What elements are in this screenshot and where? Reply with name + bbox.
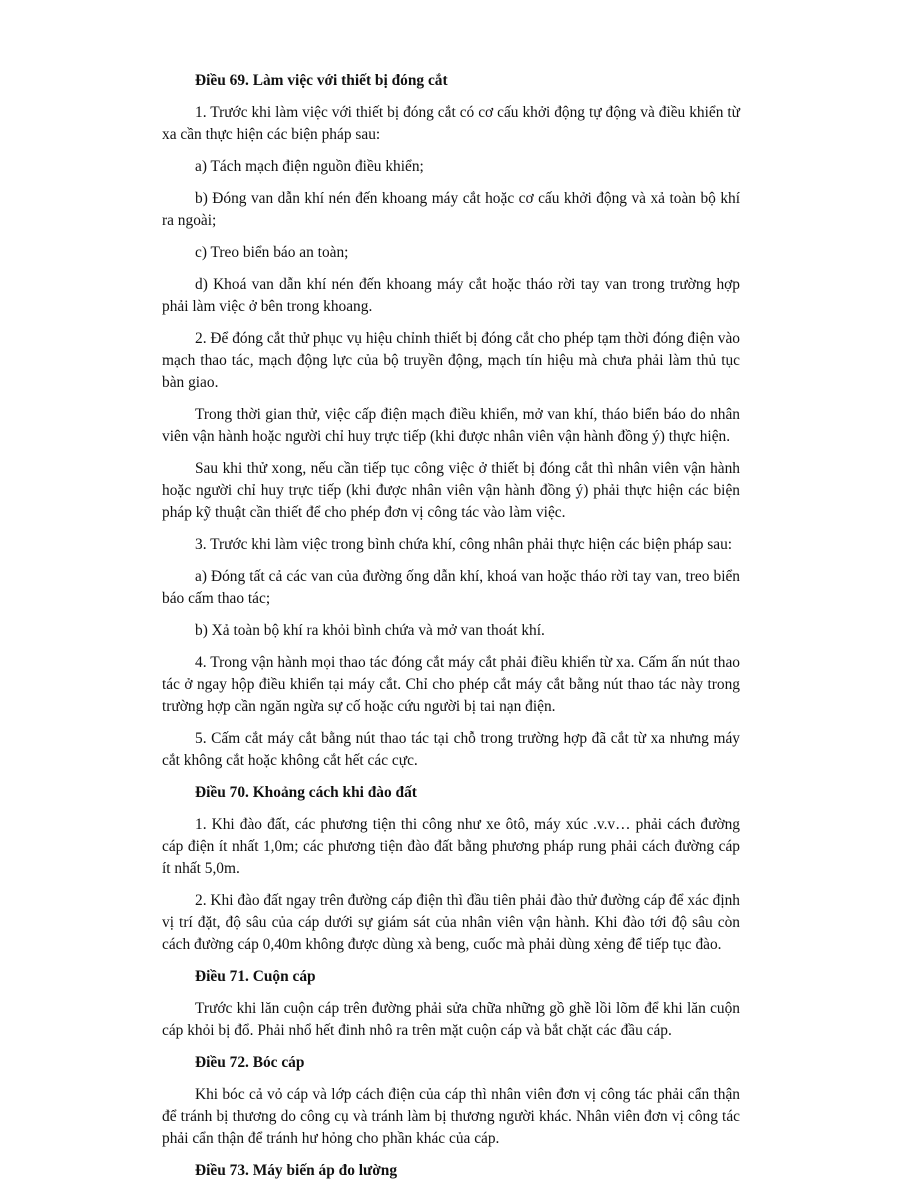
article-heading: Điều 70. Khoảng cách khi đào đất: [195, 784, 417, 801]
paragraph: c) Treo biển báo an toàn;: [195, 244, 349, 261]
paragraph: 1. Khi đào đất, các phương tiện thi công như xe ôtô, máy xúc .v.v… phải cách đường cáp điện ít nhất 1,0m; các phương tiện đào đất bằng phương pháp rung phải cách đường cáp ít nhất 5,0m.: [162, 816, 740, 877]
article-heading: Điều 71. Cuộn cáp: [195, 968, 316, 985]
article-heading: Điều 69. Làm việc với thiết bị đóng cắt: [195, 72, 448, 89]
document-body: [162, 70, 740, 1192]
article-72: [162, 1052, 740, 1150]
paragraph: 3. Trước khi làm việc trong bình chứa khí, công nhân phải thực hiện các biện pháp sau:: [195, 536, 733, 553]
article-70: [162, 782, 740, 956]
article-heading: Điều 73. Máy biến áp đo lường: [195, 1162, 398, 1179]
paragraph: 1. Trước khi làm việc với thiết bị đóng cắt có cơ cấu khởi động tự động và điều khiển từ xa cần thực hiện các biện pháp sau:: [162, 104, 740, 143]
paragraph: b) Đóng van dẫn khí nén đến khoang máy cắt hoặc cơ cấu khởi động và xả toàn bộ khí ra ngoài;: [162, 190, 740, 229]
paragraph: 5. Cấm cắt máy cắt bằng nút thao tác tại chỗ trong trường hợp đã cắt từ xa nhưng máy cắt không cắt hoặc không cắt hết các cực.: [162, 730, 740, 769]
paragraph: Trước khi lăn cuộn cáp trên đường phải sửa chữa những gồ ghề lồi lõm để khi lăn cuộn cáp khỏi bị đổ. Phải nhổ hết đinh nhô ra trên mặt cuộn cáp và bắt chặt các đầu cáp.: [162, 1000, 740, 1039]
article-69: [162, 70, 740, 772]
paragraph: 2. Khi đào đất ngay trên đường cáp điện thì đầu tiên phải đào thử đường cáp để xác định vị trí đặt, độ sâu của cáp dưới sự giám sát của nhân viên vận hành. Khi đào tới độ sâu còn cách đường cáp 0,40m không được dùng xà beng, cuốc mà phải dùng xẻng để tiếp tục đào.: [162, 892, 740, 953]
paragraph: Sau khi thử xong, nếu cần tiếp tục công việc ở thiết bị đóng cắt thì nhân viên vận hành hoặc người chỉ huy trực tiếp (khi được nhân viên vận hành đồng ý) phải thực hiện các biện pháp kỹ thuật cần thiết để cho phép đơn vị công tác vào làm việc.: [162, 460, 740, 521]
paragraph: Trong thời gian thử, việc cấp điện mạch điều khiển, mở van khí, tháo biển báo do nhân viên vận hành hoặc người chỉ huy trực tiếp (khi được nhân viên vận hành đồng ý) thực hiện.: [162, 406, 740, 445]
article-71: [162, 966, 740, 1042]
paragraph: d) Khoá van dẫn khí nén đến khoang máy cắt hoặc tháo rời tay van trong trường hợp phải làm việc ở bên trong khoang.: [162, 276, 740, 315]
paragraph: 4. Trong vận hành mọi thao tác đóng cắt máy cắt phải điều khiển từ xa. Cấm ấn nút thao tác ở ngay hộp điều khiển tại máy cắt. Chỉ cho phép cắt máy cắt bằng nút thao tác này trong trường hợp cần ngăn ngừa sự cố hoặc cứu người bị tai nạn điện.: [162, 654, 740, 715]
paragraph: b) Xả toàn bộ khí ra khỏi bình chứa và mở van thoát khí.: [195, 622, 545, 639]
paragraph: 2. Để đóng cắt thử phục vụ hiệu chỉnh thiết bị đóng cắt cho phép tạm thời đóng điện vào mạch thao tác, mạch động lực của bộ truyền động, mạch tín hiệu mà chưa phải làm thủ tục bàn giao.: [162, 330, 740, 391]
article-73: [162, 1160, 740, 1182]
paragraph: a) Tách mạch điện nguồn điều khiển;: [195, 158, 424, 175]
paragraph: Khi bóc cả vỏ cáp và lớp cách điện của cáp thì nhân viên đơn vị công tác phải cẩn thận để tránh bị thương do công cụ và tránh làm bị thương người khác. Nhân viên đơn vị công tác phải cẩn thận để tránh hư hỏng cho phần khác của cáp.: [162, 1086, 740, 1147]
paragraph: a) Đóng tất cả các van của đường ống dẫn khí, khoá van hoặc tháo rời tay van, treo biển báo cấm thao tác;: [162, 568, 740, 607]
article-heading: Điều 72. Bóc cáp: [195, 1054, 305, 1071]
